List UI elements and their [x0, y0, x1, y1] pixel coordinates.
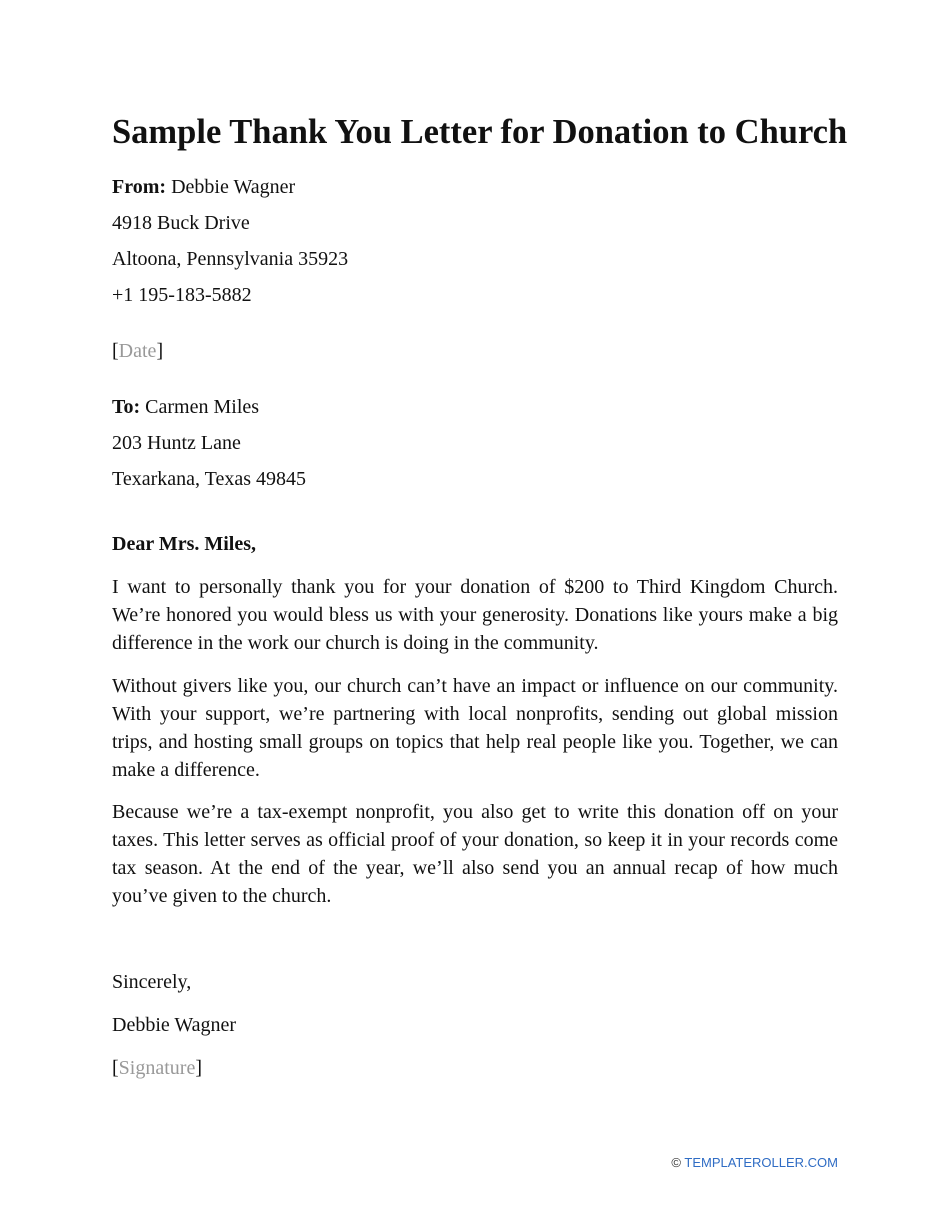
signature-placeholder: Signature [118, 1057, 196, 1079]
sender-name-line [112, 175, 295, 199]
body-paragraph-1: I want to personally thank you for your donation of $200 to Third Kingdom Church. We’re honored you would bless us with your generosity. Donations like yours make a big difference in the work our church is doing in the community. [112, 576, 838, 654]
recipient-name: Carmen Miles [145, 396, 260, 418]
sender-name: Debbie Wagner [171, 176, 296, 198]
date-placeholder: Date [118, 340, 157, 362]
recipient-street: 203 Huntz Lane [112, 432, 241, 454]
closing: Sincerely, [112, 971, 192, 993]
brand-link[interactable]: TEMPLATEROLLER.COM [684, 1155, 838, 1170]
salutation: Dear Mrs. Miles, [112, 533, 257, 555]
page-title: Sample Thank You Letter for Donation to Church [112, 113, 848, 151]
body-paragraph-3: Because we’re a tax-exempt nonprofit, you also get to write this donation off on your taxes. This letter serves as official proof of your donation, so keep it in your records come tax season. At the end of the year, we’ll also send you an annual recap of how much you’ve given to the church. [112, 801, 838, 907]
date-field: [Date] [112, 340, 164, 362]
sender-phone: +1 195-183-5882 [112, 284, 252, 306]
sender-street: 4918 Buck Drive [112, 212, 250, 234]
footer-credit [671, 1155, 838, 1171]
recipient-name-line [112, 395, 259, 419]
body-paragraph-2: Without givers like you, our church can’t have an impact or influence on our community. With your support, we’re partnering with local nonprofits, sending out global mission trips, and hosting small groups on topics that help real people like you. Together, we can make a difference. [112, 675, 838, 781]
sender-city-state-zip: Altoona, Pennsylvania 35923 [112, 248, 349, 270]
signature-field: [Signature] [112, 1057, 202, 1079]
recipient-city-state-zip: Texarkana, Texas 49845 [112, 468, 306, 490]
recipient-label: To: [112, 396, 141, 418]
signer-name: Debbie Wagner [112, 1014, 237, 1036]
copyright-symbol: © [671, 1155, 681, 1170]
sender-label: From: [112, 176, 167, 198]
